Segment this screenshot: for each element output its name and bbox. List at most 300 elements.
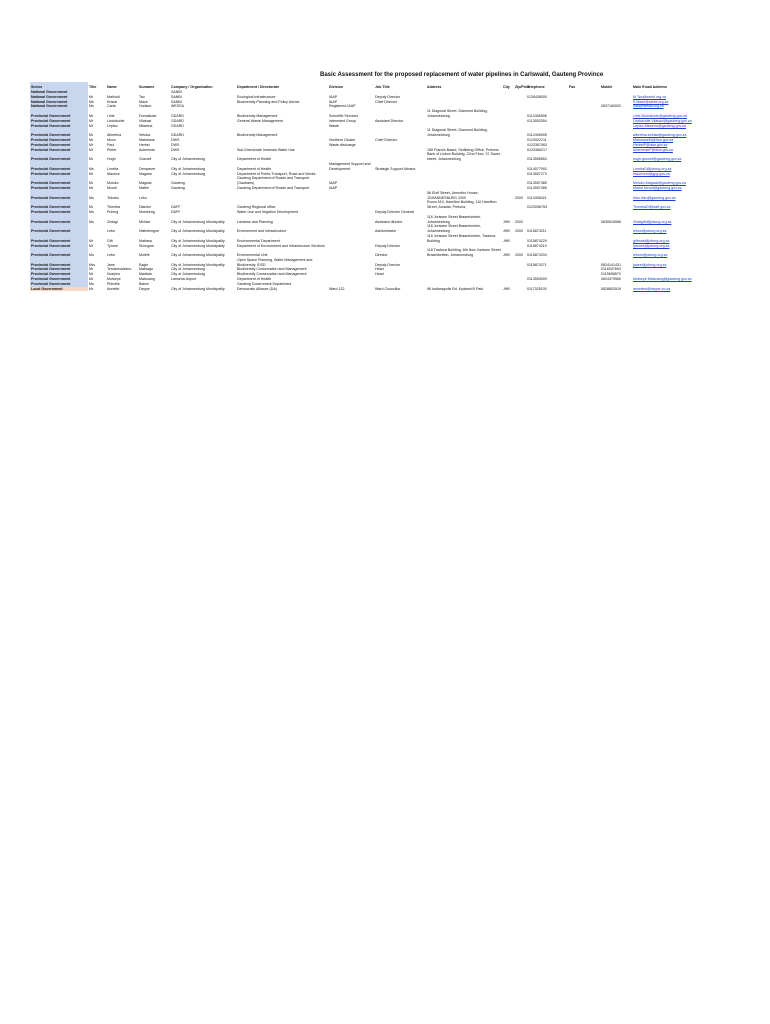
cell-name: Tyrone xyxy=(107,243,118,248)
cell-sector: Provincial Government xyxy=(30,143,88,148)
header-name: Name xyxy=(107,85,117,90)
cell-company: Gauteng xyxy=(171,185,185,190)
table-row xyxy=(30,234,720,244)
cell-division: I&AP xyxy=(329,185,338,190)
cell-fax xyxy=(568,162,600,172)
cell-tel: 0113557273 xyxy=(527,171,547,176)
cell-job xyxy=(374,152,426,162)
cell-tel: 0115874229 xyxy=(527,238,547,243)
cell-address: 116 Jorissen Street Braamfontein, Johannesburg xyxy=(427,214,482,224)
cell-name: Loretta xyxy=(107,166,119,171)
cell-email[interactable]: ThembaDl@daff.gov.za xyxy=(633,205,671,210)
cell-job: Administrator xyxy=(375,229,397,234)
cell-email[interactable]: info@wessa.org.za xyxy=(633,104,664,109)
cell-email[interactable]: albertina.setuka@gauteng.gov.za xyxy=(633,133,687,138)
header-city: City xyxy=(503,85,510,90)
cell-mobile xyxy=(600,162,632,172)
cell-name: Hugh xyxy=(107,157,116,162)
cell-dept: Biodiversity Management xyxy=(237,133,278,138)
cell-title: Ms xyxy=(89,219,94,224)
cell-company: DAFF xyxy=(171,205,181,210)
cell-division xyxy=(328,200,374,210)
cell-company: GDARD xyxy=(171,113,184,118)
cell-title: Ms xyxy=(89,104,94,109)
cell-job xyxy=(374,128,426,138)
cell-surname: Shongwe xyxy=(139,243,154,248)
cell-sector: Provincial Government xyxy=(30,224,88,234)
cell-sector: Provincial Government xyxy=(30,277,88,282)
cell-division xyxy=(328,234,374,244)
cell-title: Mr xyxy=(89,205,94,210)
cell-address xyxy=(426,176,502,186)
cell-job: Chief Director xyxy=(375,137,397,142)
cell-dept: Biodiversity Conservation and Management xyxy=(237,272,307,277)
cell-dept: Democratic Alliance (DA) xyxy=(237,286,277,291)
cell-surname: Tau xyxy=(139,94,145,99)
header-company: Company / Organisation xyxy=(171,85,213,90)
cell-email[interactable]: ZintagiM@joburg.org.za xyxy=(633,219,672,224)
cell-title xyxy=(88,224,106,234)
cell-mobile: 0118347694 xyxy=(601,267,621,272)
cell-tel: 0113555553 xyxy=(527,157,547,162)
cell-sector: Provincial Government xyxy=(30,186,88,191)
cell-fax xyxy=(568,152,600,162)
cell-name: Paul xyxy=(107,142,115,147)
cell-name: Pieter xyxy=(107,147,117,152)
cell-sector: Provincial Government xyxy=(30,191,88,201)
cell-name: Motsepe xyxy=(107,277,121,282)
cell-company: City of Johannesburg xyxy=(171,272,205,277)
cell-email[interactable]: Lepiso.Mkwena@gauteng.gov.za xyxy=(633,123,686,128)
header-title: Title xyxy=(89,85,97,90)
cell-fax xyxy=(568,248,600,258)
cell-sector: Provincial Government xyxy=(30,152,88,162)
cell-surname: Motokeng xyxy=(139,209,155,214)
cell-fax xyxy=(568,109,600,119)
cell-zip xyxy=(514,162,526,172)
cell-email[interactable]: Mathe.Mzudi@gauteng.gov.za xyxy=(633,185,682,190)
cell-surname: Leku xyxy=(139,195,147,200)
cell-surname: Dlamini xyxy=(139,205,151,210)
cell-dept: Department of Health xyxy=(237,157,272,162)
header-telephone: Telephone xyxy=(527,85,545,90)
cell-name: Lepiso xyxy=(107,123,118,128)
cell-tel: 0123367063 xyxy=(527,142,547,147)
header-zip: Zip/Post xyxy=(515,85,530,90)
table-row xyxy=(30,224,720,234)
cell-surname: Hudson xyxy=(139,104,152,109)
cell-company: GDARD xyxy=(171,118,184,123)
cell-dept: Department of Health xyxy=(237,166,272,171)
cell-surname: Magwai xyxy=(139,181,152,186)
cell-title: Mr xyxy=(89,185,94,190)
cell-email[interactable]: HerbstP@dws.gov.za xyxy=(633,142,668,147)
cell-email[interactable]: M.Tau@sanbi.org.za xyxy=(633,94,667,99)
table-row xyxy=(30,176,720,186)
cell-sector: Provincial Government xyxy=(30,128,88,138)
cell-tel: 0112406905 xyxy=(527,133,547,138)
cell-company: WESSA xyxy=(171,104,184,109)
cell-division xyxy=(328,258,374,268)
cell-email[interactable]: Motsepe.Matsuang@gauteng.gov.za xyxy=(633,277,692,282)
cell-tel: 0115874211 xyxy=(527,229,547,234)
cell-title: Ms xyxy=(89,99,94,104)
cell-division xyxy=(328,248,374,258)
cell-sector: National Government xyxy=(30,90,88,95)
cell-mobile: 0835515986 xyxy=(601,219,621,224)
cell-fax xyxy=(568,128,600,138)
cell-division xyxy=(328,152,374,162)
cell-sector: National Government xyxy=(30,95,88,100)
cell-zip: 2000 xyxy=(515,229,523,234)
table-row xyxy=(30,152,720,162)
cell-title: Mr xyxy=(89,286,94,291)
cell-address: 11 Diagonal Street, Diamond Building, Johannesburg xyxy=(427,109,488,118)
cell-mobile: 0828603519 xyxy=(601,286,621,291)
cell-name: Zintagi xyxy=(107,219,118,224)
cell-surname: Madlala xyxy=(139,272,152,277)
cell-dept: Biodiversity Planning and Policy Advice xyxy=(237,99,300,104)
cell-surname: Vilakazi xyxy=(139,118,152,123)
cell-division: Interested Group xyxy=(329,118,356,123)
cell-city xyxy=(502,109,514,119)
document-title-bar xyxy=(30,70,720,80)
cell-name: Albertina xyxy=(107,133,122,138)
cell-company: City of Johannesburg Municipality xyxy=(171,243,225,248)
cell-zip xyxy=(514,152,526,162)
cell-sector: Provincial Government xyxy=(30,138,88,143)
cell-title: Mr xyxy=(89,272,94,277)
cell-surname: Mkwena xyxy=(139,123,153,128)
cell-email[interactable]: K.Maze@sanbi.org.za xyxy=(633,99,669,104)
cell-division: Registered I&AP xyxy=(329,104,356,109)
cell-email[interactable]: LorettaD@joburg.org.za xyxy=(633,166,672,171)
cell-tel: 0113557385 xyxy=(527,181,547,186)
cell-sector: Provincial Government xyxy=(30,282,88,287)
cell-job: Ward Councillor xyxy=(375,286,401,291)
header-address: Address xyxy=(427,85,442,90)
cell-name: Carla xyxy=(107,104,116,109)
cell-sector: Provincial Government xyxy=(30,215,88,225)
cell-job: Chief Director xyxy=(375,99,397,104)
cell-surname: Maze xyxy=(139,99,148,104)
cell-dept: General Waste Management xyxy=(237,118,283,123)
cell-tel: 0123922211 xyxy=(527,137,547,142)
cell-division: Northern Cluster xyxy=(329,137,356,142)
cell-title: Mr xyxy=(89,181,94,186)
table-row xyxy=(30,128,720,138)
cell-title: Ms xyxy=(89,166,94,171)
cell-company: GDARD xyxy=(171,133,184,138)
cell-title: Mr xyxy=(89,94,94,99)
cell-name: Jane xyxy=(107,262,115,267)
cell-company: GDARD xyxy=(171,123,184,128)
cell-job xyxy=(374,176,426,186)
cell-title: Mr xyxy=(89,123,94,128)
cell-company: City of Johannesburg xyxy=(171,267,205,272)
cell-division xyxy=(328,191,374,201)
cell-surname: Herbst xyxy=(139,142,150,147)
header-division: Division xyxy=(329,85,343,90)
cell-title: Mr xyxy=(89,277,94,282)
cell-city xyxy=(502,128,514,138)
cell-name: Gift xyxy=(107,238,113,243)
cell-dept: Department of Health xyxy=(237,277,272,282)
cell-title: Mr xyxy=(89,137,94,142)
cell-city xyxy=(502,152,514,162)
cell-dept: Sub Directorate Instream Water Use xyxy=(237,147,295,152)
cell-division: Scientific Services xyxy=(329,113,359,118)
cell-mobile xyxy=(600,191,632,201)
cell-dept: Biodiversity Conservation and Management xyxy=(237,267,307,272)
cell-job: Strategic Support Advisor xyxy=(375,166,416,171)
cell-fax xyxy=(568,234,600,244)
cell-name: Annette xyxy=(107,286,120,291)
cell-fax xyxy=(568,287,600,292)
cell-job: Head xyxy=(375,272,384,277)
cell-surname: Setuka xyxy=(139,133,151,138)
cell-dept: Environmental Unit xyxy=(237,253,268,258)
cell-zip xyxy=(514,234,526,244)
cell-name: Phindile xyxy=(107,281,120,286)
cell-name: Lebo xyxy=(107,229,115,234)
cell-company: DAFF xyxy=(171,209,181,214)
cell-address: 185 Francis Baard, Sedibeng Office, Pretoria xyxy=(427,147,499,152)
cell-surname: Ackerman xyxy=(139,147,156,152)
cell-surname: Mabasa xyxy=(139,238,152,243)
cell-tel: 0114077093 xyxy=(527,166,547,171)
cell-sector: Provincial Government xyxy=(30,244,88,249)
cell-title: Ms xyxy=(89,195,94,200)
cell-title: Mr xyxy=(89,238,94,243)
stakeholder-table xyxy=(30,82,720,291)
cell-name: Nozipho xyxy=(107,272,121,277)
cell-fax xyxy=(568,258,600,268)
cell-title: Mr xyxy=(89,118,94,123)
cell-title: Mr xyxy=(89,113,94,118)
cell-name: Maurice xyxy=(107,171,120,176)
cell-email[interactable]: lebom@joburg.org.za xyxy=(633,253,668,258)
cell-sector: Provincial Government xyxy=(30,267,88,272)
cell-title: Mr xyxy=(89,243,94,248)
cell-company: SANBI xyxy=(171,90,182,94)
cell-dept: Biodiversity Management xyxy=(237,113,278,118)
cell-mobile xyxy=(600,248,632,258)
cell-address: Room 619, Hamilton Building, 110 Hamilton Street, Arcadia, Pretoria, xyxy=(427,200,497,210)
cell-company: City of Johannesburg xyxy=(171,171,205,176)
table-row xyxy=(30,287,720,292)
cell-company: City of Johannesburg Municipality xyxy=(171,262,225,267)
cell-city: JHB xyxy=(503,219,510,224)
cell-job: Assistant Director xyxy=(375,118,404,123)
cell-zip: 2000 xyxy=(515,219,523,224)
cell-email[interactable]: Lihle.Dumakude@gauteng.gov.za xyxy=(633,113,687,118)
cell-job: Deputy Director xyxy=(375,262,400,267)
cell-zip xyxy=(514,109,526,119)
cell-surname: Dempsver xyxy=(139,166,156,171)
cell-tel: 0113557385 xyxy=(527,185,547,190)
cell-email[interactable]: Moloko.Magwai@gauteng.gov.za xyxy=(633,181,686,186)
cell-title: Ms xyxy=(89,209,94,214)
cell-tel: 0112406906 xyxy=(527,113,547,118)
cell-company: SANBI xyxy=(171,99,182,104)
cell-job xyxy=(374,109,426,119)
cell-tel: 0113553354 xyxy=(527,118,547,123)
cell-dept: Open Space Planning, Water Management and Biodiversity, EISD xyxy=(237,257,313,267)
cell-dept: Ecological Infrastructure xyxy=(237,94,276,99)
cell-sector: Provincial Government xyxy=(30,172,88,177)
cell-title: Mrs xyxy=(89,262,95,267)
cell-city xyxy=(502,258,514,268)
cell-title: Mr xyxy=(89,267,94,272)
cell-city: JHB xyxy=(503,286,510,291)
cell-dept: Gauteng Regional office xyxy=(237,205,276,210)
cell-title: Mr xyxy=(89,147,94,152)
cell-email[interactable]: annetted@deppe.co.za xyxy=(633,286,671,291)
table-body xyxy=(30,90,720,291)
cell-address: 11 Diagonal Street, Diamond Building, Johannesburg xyxy=(427,128,488,138)
cell-city xyxy=(502,176,514,186)
cell-surname: Matukane xyxy=(139,137,155,142)
cell-title: Ms xyxy=(89,253,94,258)
cell-surname: Ntshelengoe xyxy=(139,229,160,234)
cell-company: City of Johannesburg Municipality xyxy=(171,253,225,258)
header-surname: Surname xyxy=(139,85,155,90)
cell-email[interactable]: giftmab@joburg.org.za xyxy=(633,238,670,243)
cell-sector: Provincial Government xyxy=(30,148,88,153)
cell-tel: 0115874204 xyxy=(527,253,547,258)
cell-city xyxy=(502,162,514,172)
cell-email[interactable]: tebo.leku@gauteng.gov.za xyxy=(633,195,676,200)
table-row xyxy=(30,258,720,268)
cell-address xyxy=(426,258,502,268)
cell-sector: National Government xyxy=(30,100,88,105)
document-title: Basic Assessment for the proposed replacement of water pipelines in Carlswald, Gauteng Province xyxy=(320,72,604,78)
cell-email[interactable]: MatukaneM@dws.gov.za xyxy=(633,137,674,142)
cell-email[interactable]: hugh.gosnell@gauteng.gov.za xyxy=(633,157,682,162)
cell-tel: 0123368217 xyxy=(527,147,547,152)
cell-surname: Deppe xyxy=(139,286,150,291)
cell-city xyxy=(502,200,514,210)
cell-dept xyxy=(236,191,328,201)
cell-mobile xyxy=(600,224,632,234)
cell-address: 56 Eloff Street, Umnotho House, JOHANNESBURG 2000 xyxy=(427,190,479,200)
cell-title: Mr xyxy=(89,171,94,176)
cell-fax xyxy=(568,215,600,225)
cell-fax xyxy=(568,191,600,201)
cell-mobile: 0824141431 xyxy=(601,262,621,267)
cell-surname: Baleni xyxy=(139,281,149,286)
cell-job: Deputy Director General xyxy=(375,209,414,214)
table-row xyxy=(30,215,720,225)
cell-company: DWS xyxy=(171,142,180,147)
cell-company: DWS xyxy=(171,147,180,152)
header-mobile: Mobile xyxy=(601,85,613,90)
cell-name: Lebo xyxy=(107,253,115,258)
cell-zip xyxy=(514,258,526,268)
cell-email[interactable]: tyrones@joburg.org.za xyxy=(633,243,670,248)
cell-company: City of Johannesburg Municipality xyxy=(171,238,225,243)
cell-job: Head xyxy=(375,267,384,272)
cell-address: 96 Indianapolis Rd, Kyalami B Park xyxy=(427,286,484,291)
cell-name: Mahlodi xyxy=(107,94,120,99)
cell-email[interactable]: AckermanP@dws.gov.za xyxy=(633,147,673,152)
cell-sector: Provincial Government xyxy=(30,258,88,268)
cell-tel: 0117025100 xyxy=(527,286,547,291)
cell-job: Deputy Director xyxy=(375,243,400,248)
cell-surname: Matsuang xyxy=(139,277,155,282)
cell-tel: 0115874219 xyxy=(527,243,547,248)
cell-name: Moloko xyxy=(107,181,119,186)
cell-title: Ms xyxy=(89,281,94,286)
cell-fax xyxy=(568,200,600,210)
cell-name: Kristal xyxy=(107,99,117,104)
cell-address: Bank of Lisbon Building, 22nd Floor, 37 Sauer street, Johannesburg xyxy=(427,152,501,162)
table-row xyxy=(30,109,720,119)
cell-address: 118 Jorissen Street Braamfontein, Traduna Building xyxy=(427,233,496,243)
cell-company: Gauteng xyxy=(171,181,185,186)
cell-division xyxy=(328,128,374,138)
cell-division: Waste xyxy=(329,123,340,128)
cell-division: I&AP xyxy=(329,94,338,99)
cell-sector: Provincial Government xyxy=(30,124,88,129)
table-row xyxy=(30,248,720,258)
cell-name: Tendamudzimu xyxy=(107,267,132,272)
table-row xyxy=(30,200,720,210)
cell-mobile xyxy=(600,152,632,162)
cell-sector: Provincial Government xyxy=(30,234,88,244)
cell-sector: Provincial Government xyxy=(30,162,88,172)
cell-dept: Environment and Infrastructure xyxy=(237,229,287,234)
cell-zip xyxy=(514,200,526,210)
cell-sector: Provincial Government xyxy=(30,210,88,215)
cell-title: Mr xyxy=(89,157,94,162)
cell-email[interactable]: lebon@joburg.org.za xyxy=(633,229,667,234)
cell-tel: 0128436000 xyxy=(527,94,547,99)
cell-tel: 0113553009 xyxy=(527,277,547,282)
cell-surname: Magane xyxy=(139,171,152,176)
cell-division: Management Support and Development xyxy=(329,161,371,171)
cell-mobile: 0824379960 xyxy=(601,277,621,282)
cell-zip xyxy=(514,287,526,292)
cell-surname: Gosnell xyxy=(139,157,152,162)
cell-email[interactable]: mauricem@gpg.gov.za xyxy=(633,171,670,176)
cell-city xyxy=(502,191,514,201)
cell-company: City of Johannesburg Municipality xyxy=(171,219,225,224)
cell-email[interactable]: Lindokuhle.Vilakazi@gauteng.gov.za xyxy=(633,118,692,123)
cell-fax xyxy=(568,224,600,234)
cell-address xyxy=(426,162,502,172)
cell-surname: Mathe xyxy=(139,185,149,190)
cell-division xyxy=(328,224,374,234)
cell-zip xyxy=(514,128,526,138)
cell-company: SANBI xyxy=(171,94,182,99)
cell-email[interactable]: janee@joburg.org.za xyxy=(633,262,667,267)
table-row xyxy=(30,191,720,201)
cell-company: City of Johannesburg xyxy=(171,157,205,162)
cell-job: Assistant director xyxy=(375,219,403,224)
cell-surname: Mkhize xyxy=(139,219,151,224)
cell-name: Mzudi xyxy=(107,185,117,190)
cell-surname: Eagle xyxy=(139,262,149,267)
cell-city: JHB xyxy=(503,253,510,258)
cell-mobile: 0115658570 xyxy=(601,272,621,277)
cell-sector: Provincial Government xyxy=(30,200,88,210)
cell-sector: Provincial Government xyxy=(30,176,88,186)
cell-tel: 0113408421 xyxy=(527,195,547,200)
cell-surname: Dumakude xyxy=(139,113,157,118)
cell-address: 116 Jorissen Street Braamfontein, Johannesburg xyxy=(427,224,482,234)
